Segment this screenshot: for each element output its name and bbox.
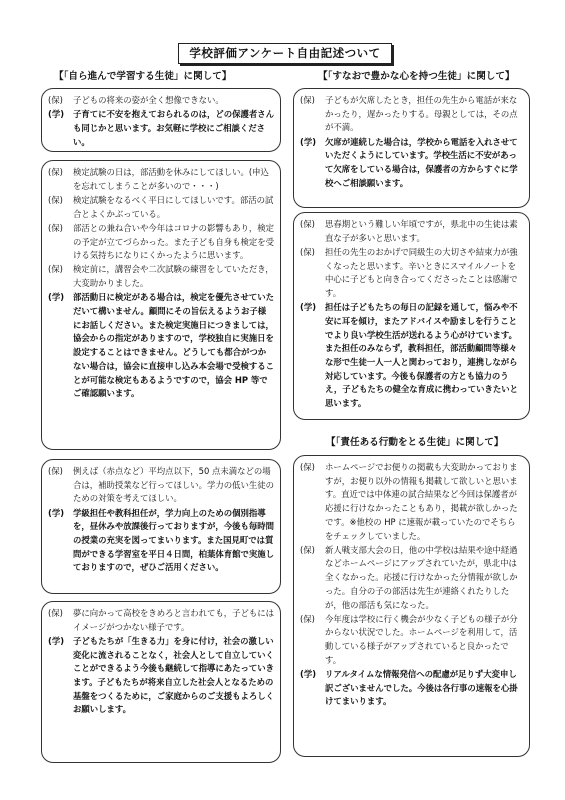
speaker-label: (保) (300, 462, 315, 472)
speaker-label: (保) (48, 264, 63, 275)
speaker-label: (保) (300, 613, 315, 624)
comment-text: リアルタイムな情報発信への配慮が足りず大変申し訳ございませんでした。今後は各行事の速報を心掛けてまいります。 (325, 669, 518, 707)
parent-comment (48, 194, 274, 221)
comment-box (41, 160, 281, 450)
school-reply (300, 136, 523, 191)
page-title: 学校評価アンケート自由記述ついて (178, 43, 392, 64)
comment-box (293, 212, 530, 420)
speaker-label: (学) (48, 635, 65, 646)
comment-text: ホームページでお便りの掲載も大変助かっておりますが，お便り以外の情報も掲載して欲しいと思います。直近では中体連の試合結果など今回は保護者が応援に行けなかったこともあり，掲載が欲しかったです。※他校の HP に速報が載っていたのでそちらをチェックしていました。 (325, 462, 518, 541)
speaker-label: (保) (48, 167, 63, 177)
comment-text: 新人戦支部大会の日，他の中学校は結果や途中経過などホームページにアップされていたが，県北中は全くなかった。応援に行けなかった分情報が欲しかった。自分の子の部活は先生が連絡くれたりしたが，他の部活も気になった。 (325, 544, 518, 610)
parent-comment (48, 263, 274, 290)
comment-box (41, 88, 281, 152)
parent-comment (48, 607, 274, 634)
speaker-label: (保) (48, 194, 63, 205)
parent-comment (300, 94, 523, 135)
speaker-label: (保) (48, 466, 63, 476)
speaker-label: (保) (48, 95, 63, 105)
parent-comment (48, 222, 274, 263)
comment-text: 子どもが欠席したとき，担任の先生から電話が来なかったり，遅かったりする。母親としては，その点が不満。 (325, 95, 518, 133)
parent-comment (48, 94, 274, 108)
school-reply (48, 635, 274, 717)
comment-text: 部活との兼ね合いや今年はコロナの影響もあり，検定の予定が立てづらかった。また子ども自身も検定を受ける気持ちになりにくかったように思います。 (73, 222, 274, 261)
speaker-label: (保) (300, 246, 315, 257)
comment-text: 子どもの将来の姿が全く想像できない。 (73, 95, 224, 105)
school-reply (300, 668, 523, 709)
section-heading-responsibility: 【「責任ある行動をとる生徒」に関して】 (326, 437, 504, 448)
speaker-label: (保) (300, 219, 315, 229)
speaker-label: (学) (48, 109, 65, 120)
comment-text: 学級担任や教科担任が，学力向上のための個別指導を，昼休みや放課後行っておりますが，今後も毎時間の授業の充実を図ってまいります。また国見町では質問ができる学習室を平日４日間，柏葉体育館で実施しておりますので，ぜひご活用ください。 (73, 507, 274, 573)
parent-comment (300, 544, 523, 613)
comment-text: 欠席が連続した場合は，学校から電話を入れさせていただくようにしています。学校生活に不安があって欠席をしている場合は，保護者の方からすぐに学校へご相談願います。 (325, 136, 518, 188)
comment-box (293, 88, 530, 208)
comment-box (293, 455, 530, 757)
parent-comment (300, 613, 523, 668)
speaker-label: (保) (300, 544, 315, 555)
parent-comment (300, 461, 523, 543)
parent-comment (48, 465, 274, 506)
comment-text: 子育てに不安を抱えておられるのは，どの保護者さんも同じかと思います。お気軽に学校にご相談ください。 (73, 109, 274, 147)
comment-text: 部活動日に検定がある場合は，検定を優先させていただいて構いません。顧問にその旨伝えるようお子様にお話しください。また検定実施日につきましては，協会からの指定がありますので，学校独自に実施日を設定することはできません。どうしても都合がつかない場合は，協会に直接申し込み本会場で受検することが可能な検定もあるようですので，協会 HP 等でご確認願います。 (73, 292, 274, 399)
speaker-label: (学) (300, 669, 317, 680)
parent-comment (300, 218, 523, 245)
section-heading-self-learning: 【「自ら進んで学習する生徒」に関して】 (54, 71, 232, 82)
comment-text: 今年度は学校に行く機会が少なく子どもの様子が分からない状況でした。ホームページを利用して，活動している様子がアップされていると良かったです。 (325, 613, 518, 665)
comment-text: 担任の先生のおかげで同級生の大切さや結束力が強くなったと思います。辛いときにスマイルノートを中心に子どもと向き合ってくださったことは感謝です。 (325, 246, 518, 299)
school-reply (48, 108, 274, 149)
comment-text: 検定試験をなるべく平日にしてほしいです。部活の試合とよくかぶっている。 (73, 194, 274, 219)
school-reply (300, 301, 523, 411)
comment-text: 担任は子どもたちの毎日の記録を通して，悩みや不安に耳を傾け，またアドバイスや励ましを行うことでより良い学校生活が送れるよう心がけています。また担任のみならず，教科担任，部活動顧問等様々な形で生徒一人一人と関わっており，連携しながら対応しています。今後も保護者の方とも協力のうえ，子どもたちの健全な育成に携わっていきたいと思います。 (325, 302, 519, 409)
speaker-label: (学) (300, 136, 317, 147)
parent-comment (48, 166, 274, 193)
speaker-label: (保) (48, 608, 63, 618)
comment-text: 検定前に，講習会や二次試験の練習をしていただき，大変助かりました。 (73, 264, 274, 289)
section-heading-honest-heart: 【「すなおで豊かな心を持つ生徒」に関して】 (318, 71, 515, 82)
comment-box (41, 459, 281, 594)
speaker-label: (保) (300, 95, 315, 105)
comment-text: 子どもたちが「生きる力」を身に付け，社会の激しい変化に流されることなく，社会人として自立していくことができるよう今後も継続して指導にあたっていきます。子どもたちが将来自立した社会人となるための基盤をつくるために，ご家庭からのご支援もよろしくお願いします。 (73, 635, 274, 715)
comment-text: 検定試験の日は，部活動を休みにしてほしい。(申込を忘れてしまうことが多いので・・・) (73, 167, 269, 191)
speaker-label: (学) (48, 292, 65, 303)
comment-text: 例えば（赤点など）平均点以下，50 点未満などの場合は，補助授業など行ってほしい。学力の低い生徒のための対策を考えてほしい。 (73, 466, 274, 504)
speaker-label: (学) (300, 302, 317, 313)
school-reply (48, 291, 274, 401)
comment-box (41, 601, 281, 763)
speaker-label: (学) (48, 507, 65, 518)
comment-text: 夢に向かって高校をきめろと言われても，子どもにはイメージがつかない様子です。 (73, 608, 274, 632)
comment-text: 思春期という難しい年頃ですが，県北中の生徒は素直な子が多いと思います。 (325, 219, 518, 243)
parent-comment (300, 246, 523, 301)
school-reply (48, 507, 274, 576)
speaker-label: (保) (48, 222, 63, 233)
